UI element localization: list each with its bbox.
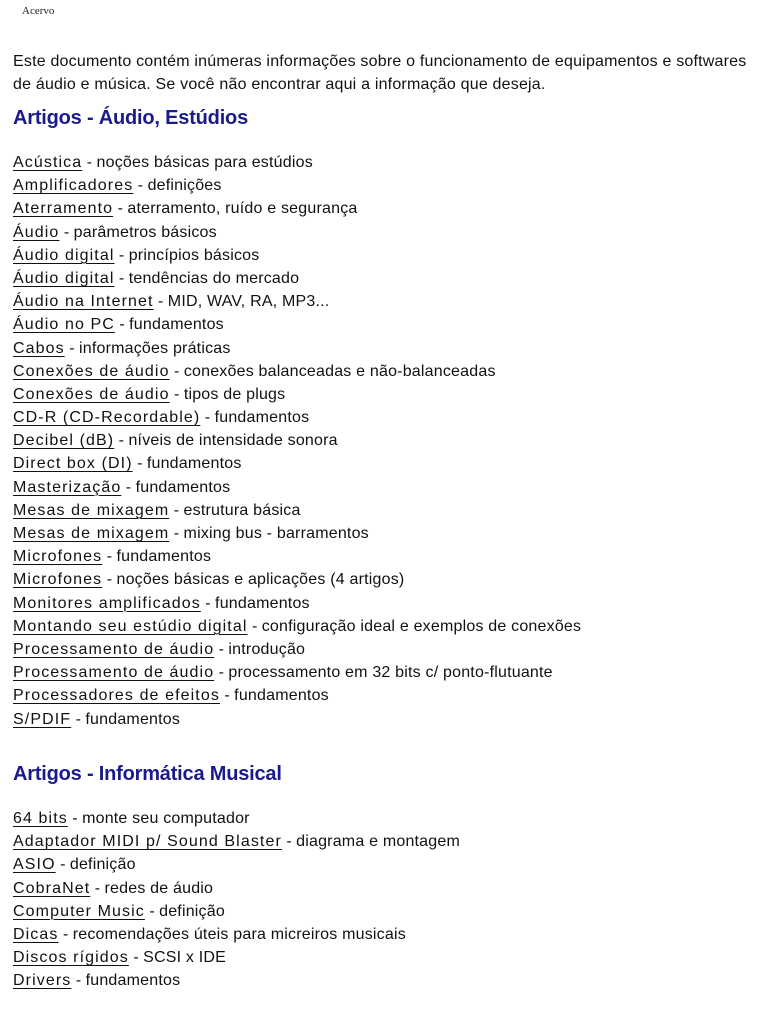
article-description: fundamentos	[85, 710, 181, 728]
article-link[interactable]: Processamento de áudio	[13, 640, 215, 658]
article-link[interactable]: Conexões de áudio	[13, 385, 170, 403]
article-link[interactable]: Áudio digital	[13, 269, 115, 287]
article-link[interactable]: 64 bits	[13, 810, 68, 827]
article-description: monte seu computador	[82, 810, 250, 827]
article-description: configuração ideal e exemplos de conexões	[261, 617, 582, 635]
article-description: processamento em 32 bits c/ ponto-flutuante	[228, 664, 553, 682]
article-description: tendências do mercado	[128, 269, 300, 287]
article-link[interactable]: Computer Music	[13, 902, 145, 920]
article-description: fundamentos	[214, 409, 310, 427]
page-header: Acervo	[22, 5, 55, 17]
article-link[interactable]: Dicas	[13, 925, 59, 943]
section-title-informatica-musical: Artigos - Informática Musical	[13, 763, 282, 785]
article-link[interactable]: Conexões de áudio	[13, 362, 170, 380]
list-item: Processamento de áudio - introdução	[13, 640, 306, 658]
list-item: Amplificadores - definições	[13, 177, 222, 195]
article-link[interactable]: Cabos	[13, 339, 65, 357]
article-description: noções básicas e aplicações (4 artigos)	[116, 571, 405, 589]
article-description: informações práticas	[78, 339, 231, 357]
list-item: CD-R (CD-Recordable) - fundamentos	[13, 409, 310, 427]
article-description: MID, WAV, RA, MP3...	[167, 293, 330, 311]
article-description: fundamentos	[129, 316, 224, 334]
article-link[interactable]: Mesas de mixagem	[13, 525, 170, 542]
article-link[interactable]: CobraNet	[13, 879, 91, 897]
list-item: Montando seu estúdio digital - configuração ideal e exemplos de conexões	[13, 617, 582, 635]
article-description: definições	[147, 177, 222, 195]
list-item: Acústica - noções básicas para estúdios	[13, 154, 313, 171]
list-item: Conexões de áudio - conexões balanceadas e não-balanceadas	[13, 362, 496, 380]
article-description: fundamentos	[215, 594, 310, 612]
list-item: ASIO - definição	[13, 856, 136, 874]
article-link[interactable]: Áudio no PC	[13, 316, 115, 334]
article-link[interactable]: Decibel (dB)	[13, 432, 115, 450]
list-item: Aterramento - aterramento, ruído e segurança	[13, 200, 358, 218]
list-item: Decibel (dB) - níveis de intensidade sonora	[13, 432, 338, 450]
article-link[interactable]: Microfones	[13, 571, 103, 589]
list-item: Dicas - recomendações úteis para micreiros musicais	[13, 925, 406, 943]
list-item: Áudio no PC - fundamentos	[13, 316, 224, 334]
article-link[interactable]: Drivers	[13, 972, 72, 990]
article-description: noções básicas para estúdios	[96, 154, 313, 171]
list-item: Drivers - fundamentos	[13, 972, 181, 990]
article-description: introdução	[228, 640, 306, 658]
list-item: Áudio - parâmetros básicos	[13, 223, 217, 241]
article-link[interactable]: Aterramento	[13, 200, 114, 218]
article-description: fundamentos	[116, 548, 212, 566]
list-item: Processadores de efeitos - fundamentos	[13, 687, 329, 705]
article-link[interactable]: Áudio na Internet	[13, 293, 154, 311]
article-description: definição	[159, 902, 225, 920]
article-list-audio	[13, 151, 758, 731]
list-item: Microfones - noções básicas e aplicações (4 artigos)	[13, 571, 405, 589]
article-description: redes de áudio	[104, 879, 214, 897]
article-description: fundamentos	[146, 455, 242, 473]
list-item: Mesas de mixagem - estrutura básica	[13, 501, 301, 519]
list-item: Conexões de áudio - tipos de plugs	[13, 385, 286, 403]
article-description: mixing bus - barramentos	[183, 525, 369, 542]
article-description: estrutura básica	[183, 501, 301, 519]
article-list-informatica	[13, 807, 758, 993]
article-link[interactable]: Adaptador MIDI p/ Sound Blaster	[13, 833, 282, 851]
article-link[interactable]: ASIO	[13, 856, 56, 874]
list-item: Microfones - fundamentos	[13, 548, 212, 566]
list-item: Mesas de mixagem - mixing bus - barramentos	[13, 525, 369, 542]
intro-paragraph: Este documento contém inúmeras informações sobre o funcionamento de equipamentos e softwares de áudio e música. Se você não encontrar aqui a informação que deseja.	[13, 53, 747, 93]
article-description: definição	[69, 856, 136, 874]
article-description: recomendações úteis para micreiros musicais	[72, 925, 406, 943]
article-link[interactable]: Montando seu estúdio digital	[13, 617, 248, 635]
article-description: diagrama e montagem	[296, 833, 461, 851]
list-item: Adaptador MIDI p/ Sound Blaster - diagrama e montagem	[13, 833, 461, 851]
list-item: Computer Music - definição	[13, 902, 225, 920]
list-item: 64 bits - monte seu computador	[13, 810, 250, 827]
article-description: SCSI x IDE	[143, 949, 227, 967]
list-item: CobraNet - redes de áudio	[13, 879, 214, 897]
list-item: Áudio digital - tendências do mercado	[13, 269, 300, 287]
list-item: S/PDIF - fundamentos	[13, 710, 181, 728]
list-item: Áudio na Internet - MID, WAV, RA, MP3...	[13, 293, 330, 311]
article-description: tipos de plugs	[183, 385, 286, 403]
article-description: aterramento, ruído e segurança	[127, 200, 358, 218]
article-description: fundamentos	[85, 972, 181, 990]
article-description: parâmetros básicos	[73, 223, 217, 241]
article-description: conexões balanceadas e não-balanceadas	[183, 362, 496, 380]
article-link[interactable]: Discos rígidos	[13, 949, 129, 967]
article-link[interactable]: Processadores de efeitos	[13, 687, 220, 705]
article-description: princípios básicos	[128, 246, 260, 264]
list-item: Processamento de áudio - processamento em 32 bits c/ ponto-flutuante	[13, 664, 553, 682]
article-link[interactable]: Microfones	[13, 548, 103, 566]
article-link[interactable]: Direct box (DI)	[13, 455, 133, 473]
article-link[interactable]: Masterização	[13, 478, 122, 496]
article-link[interactable]: Mesas de mixagem	[13, 501, 170, 519]
article-link[interactable]: Amplificadores	[13, 177, 134, 195]
list-item: Discos rígidos - SCSI x IDE	[13, 949, 227, 967]
list-item: Masterização - fundamentos	[13, 478, 231, 496]
article-description: fundamentos	[234, 687, 329, 705]
article-description: fundamentos	[135, 478, 231, 496]
list-item: Cabos - informações práticas	[13, 339, 231, 357]
section-title-audio-estudios: Artigos - Áudio, Estúdios	[13, 107, 248, 129]
article-link[interactable]: S/PDIF	[13, 710, 72, 728]
article-link[interactable]: Monitores amplificados	[13, 594, 201, 612]
article-link[interactable]: Processamento de áudio	[13, 664, 215, 682]
list-item: Direct box (DI) - fundamentos	[13, 455, 242, 473]
article-link[interactable]: CD-R (CD-Recordable)	[13, 409, 201, 427]
list-item: Monitores amplificados - fundamentos	[13, 594, 310, 612]
article-link[interactable]: Acústica	[13, 154, 83, 171]
article-link[interactable]: Áudio digital	[13, 246, 115, 264]
article-link[interactable]: Áudio	[13, 223, 60, 241]
list-item: Áudio digital - princípios básicos	[13, 246, 260, 264]
article-description: níveis de intensidade sonora	[128, 432, 338, 450]
